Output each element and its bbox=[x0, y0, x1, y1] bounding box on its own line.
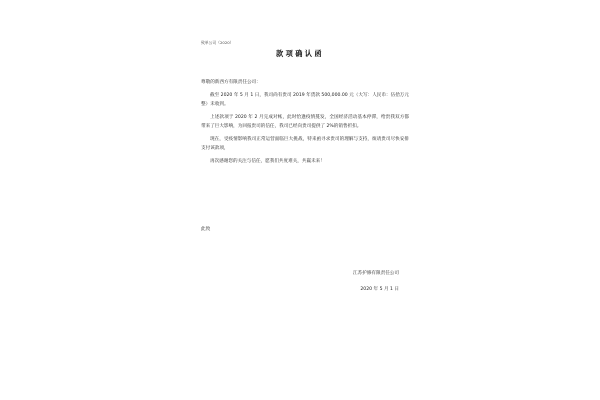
letter-body bbox=[201, 78, 409, 170]
letter-paragraph-4: 再次感谢您的关注与信任，愿我们共度难关，共赢未来！ bbox=[210, 159, 325, 164]
signature-company: 江苏护修有限责任公司 bbox=[353, 271, 399, 276]
letter-greeting: 尊敬的新西方有限责任公司： bbox=[201, 80, 261, 85]
letter-paragraph-2: 上述款项于 2020 年 2 月完成对帐，此时恰逢疫情蔓发，全国经济活动基本停滞，给贵我双方都带来了巨大影响，为回报贵司的信任，我司已经向贵司提供了 2%的销售折扣。 bbox=[201, 115, 409, 129]
letter-paragraph-3: 现在，受疫情影响我司正常运营面临巨大挑战，特来函寻求贵司的理解与支持，烦请贵司尽快安排支付该款项， bbox=[201, 137, 409, 151]
document-title: 款项确认函 bbox=[276, 49, 324, 58]
signature-date: 2020 年 5 月 1 日 bbox=[360, 287, 399, 292]
letter-closing: 此致 bbox=[201, 227, 211, 232]
letter-paragraph-1: 截至 2020 年 5 月 1 日，我司尚有贵司 2019 年货款 500,000.00 元（大写：人民币：伍拾万元整）未收到。 bbox=[201, 93, 409, 107]
document-reference-note: 致单公司（2020） bbox=[201, 40, 234, 45]
